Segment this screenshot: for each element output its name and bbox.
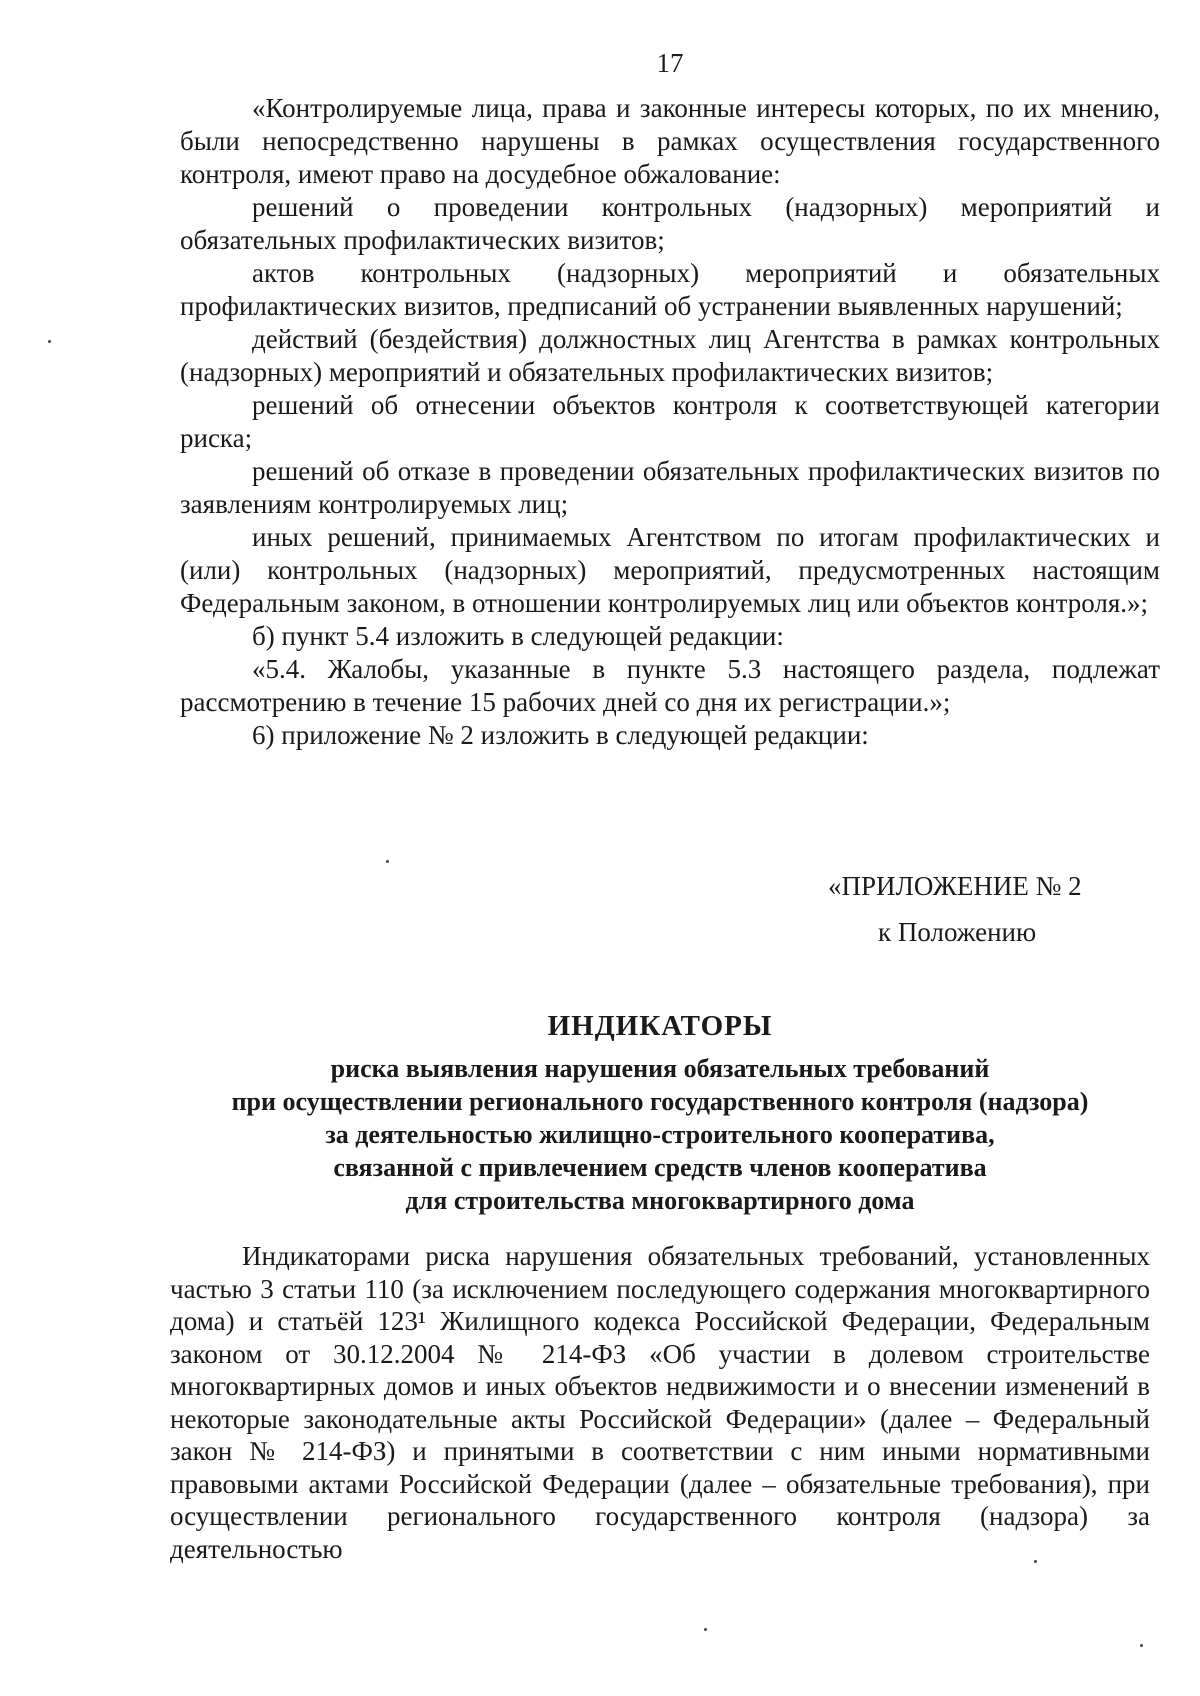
appendix-title: «ПРИЛОЖЕНИЕ № 2 (828, 871, 1082, 901)
heading-line: при осуществлении регионального государственного контроля (надзора) (231, 1087, 1089, 1116)
document-heading: ИНДИКАТОРЫ (547, 1010, 773, 1042)
amendment-text-block (180, 92, 1160, 752)
paragraph-body: Индикаторами риска нарушения обязательных требований, установленных частью 3 статьи 110 (за исключением последующего содержания многоквартирного дома) и статьёй 123¹ Жилищного кодекса Российской Федерации, Федеральным законом от 30.12.2004 № 214-ФЗ «Об участии в долевом строительстве многоквартирных домов и иных объектов недвижимости и о внесении изменений в некоторые законодательные акты Российской Федерации» (далее – Федеральный закон № 214-ФЗ) и принятыми в соответствии с ним иными нормативными правовыми актами Российской Федерации (далее – обязательные требования), при осуществлении регионального государственного контроля (надзора) за деятельностью (170, 1241, 1150, 1564)
scan-speck (1034, 1560, 1037, 1563)
scan-speck (386, 860, 389, 863)
heading-subtitle (160, 1052, 1160, 1217)
heading-line: связанной с привлечением средств членов кооператива (333, 1153, 987, 1182)
paragraph-item: решений об отказе в проведении обязательных профилактических визитов по заявлениям контролируемых лиц; (180, 456, 1160, 519)
scan-speck (48, 340, 51, 343)
paragraph-item: решений о проведении контрольных (надзорных) мероприятий и обязательных профилактических визитов; (180, 192, 1160, 255)
paragraph-amendment: 6) приложение № 2 изложить в следующей редакции: (252, 720, 869, 750)
paragraph-item: действий (бездействия) должностных лиц Агентства в рамках контрольных (надзорных) мероприятий и обязательных профилактических визитов; (180, 324, 1160, 387)
paragraph-item: иных решений, принимаемых Агентством по итогам профилактических и (или) контрольных (надзорных) мероприятий, предусмотренных настоящим Федеральным законом, в отношении контролируемых лиц или объектов контроля.»; (180, 522, 1160, 618)
paragraph-item: решений об отнесении объектов контроля к соответствующей категории риска; (180, 390, 1160, 453)
appendix-subtitle: к Положению (878, 917, 1037, 947)
heading-line: для строительства многоквартирного дома (405, 1186, 915, 1215)
paragraph-item: актов контрольных (надзорных) мероприятий и обязательных профилактических визитов, предписаний об устранении выявленных нарушений; (180, 258, 1160, 321)
paragraph-amendment: б) пункт 5.4 изложить в следующей редакции: (252, 621, 784, 651)
scan-speck (704, 1628, 707, 1631)
heading-line: риска выявления нарушения обязательных требований (330, 1054, 990, 1083)
paragraph-intro: «Контролируемые лица, права и законные интересы которых, по их мнению, были непосредственно нарушены в рамках осуществления государственного контроля, имеют право на досудебное обжалование: (180, 93, 1160, 189)
page-number: 17 (656, 48, 684, 78)
scan-speck (1140, 1644, 1143, 1647)
paragraph-amendment: «5.4. Жалобы, указанные в пункте 5.3 настоящего раздела, подлежат рассмотрению в течение 15 рабочих дней со дня их регистрации.»; (180, 654, 1160, 717)
heading-line: за деятельностью жилищно-строительного кооператива, (325, 1120, 995, 1149)
indicators-text-block (170, 1240, 1150, 1565)
